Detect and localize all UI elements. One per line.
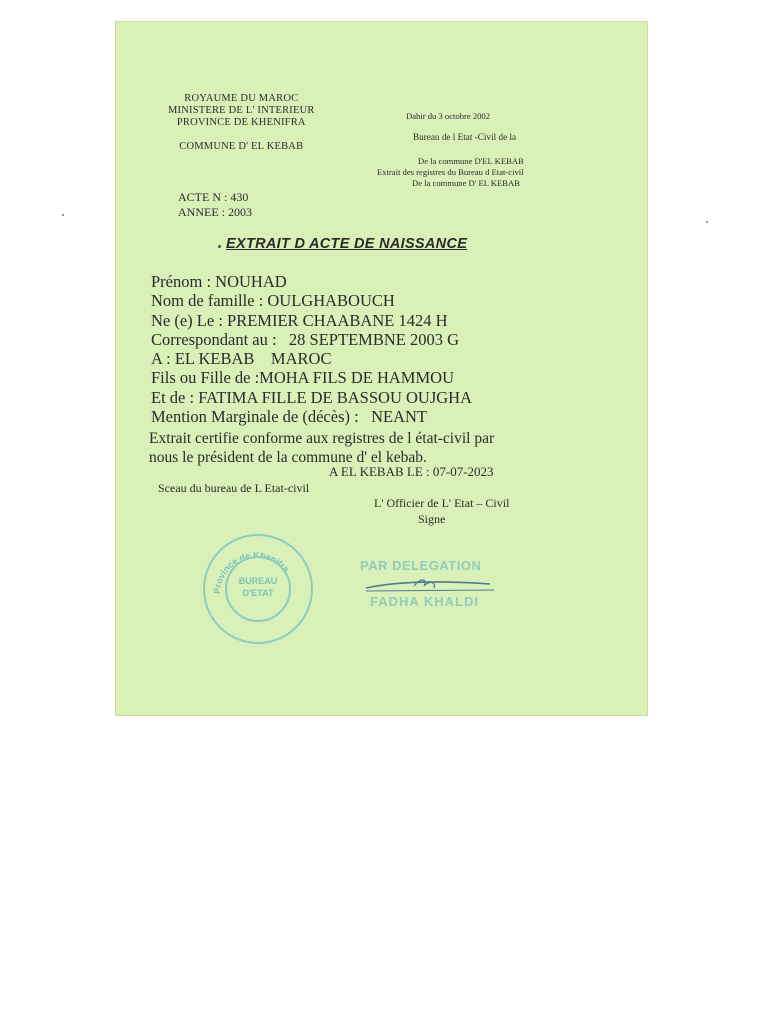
certification-line-1: Extrait certifie conforme aux registres de l état-civil par bbox=[149, 430, 495, 447]
birth-date-hijri-field: Ne (e) Le : PREMIER CHAABANE 1424 H bbox=[151, 310, 448, 330]
stamp-ring-text: Province de Khenifra bbox=[211, 549, 292, 595]
birth-place-field: A : EL KEBAB MAROC bbox=[151, 349, 332, 369]
extrait-registres-line: Extrait des registres du Bureau d Etat-civil bbox=[377, 167, 524, 177]
place-date: A EL KEBAB LE : 07-07-2023 bbox=[329, 464, 494, 479]
prenom-field: Prénom : NOUHAD bbox=[151, 272, 287, 291]
bureau-line: Bureau de l Etat -Civil de la bbox=[413, 132, 517, 142]
certification-text bbox=[149, 429, 494, 467]
mother-field: Et de : FATIMA FILLE DE BASSOU OUJGHA bbox=[151, 387, 472, 407]
stamp-center-line-2: D'ETAT bbox=[242, 588, 274, 598]
seal-label: Sceau du bureau de L Etat-civil bbox=[158, 481, 310, 495]
acte-year: ANNEE : 2003 bbox=[178, 205, 252, 219]
commune-right-line: De la commune D'EL KEBAB bbox=[418, 156, 524, 166]
civil-status-stamp bbox=[203, 534, 313, 644]
marginal-mention-field: Mention Marginale de (décès) : NEANT bbox=[151, 407, 427, 427]
header-left bbox=[168, 93, 315, 153]
birth-details bbox=[151, 272, 472, 426]
stamp-center-line-1: BUREAU bbox=[238, 576, 278, 586]
officer-label: L' Officier de L' Etat – Civil bbox=[374, 496, 510, 510]
kingdom-line: ROYAUME DU MAROC bbox=[184, 93, 299, 104]
signed-label: Signe bbox=[418, 512, 446, 526]
birth-date-gregorian-field: Correspondant au : 28 SEPTEMBNE 2003 G bbox=[151, 329, 459, 349]
commune-right-line-2: De la commune D' EL KEBAB bbox=[412, 178, 520, 188]
commune-line: COMMUNE D' EL KEBAB bbox=[179, 141, 304, 152]
ink-dot bbox=[218, 245, 221, 248]
birth-certificate-document bbox=[115, 21, 648, 716]
delegation-line: PAR DELEGATION bbox=[360, 558, 482, 573]
province-line: PROVINCE DE KHENIFRA bbox=[176, 117, 306, 128]
document-title: EXTRAIT D ACTE DE NAISSANCE bbox=[226, 236, 468, 252]
official-name: FADHA KHALDI bbox=[370, 594, 480, 609]
delegation-signature-stamp bbox=[354, 554, 504, 618]
certification-line-2: nous le président de la commune d' el kebab. bbox=[149, 449, 427, 466]
nom-field: Nom de famille : OULGHABOUCH bbox=[151, 291, 395, 311]
dahir-line: Dahir du 3 octobre 2002 bbox=[406, 111, 491, 121]
acte-block bbox=[178, 190, 252, 220]
acte-number: ACTE N : 430 bbox=[178, 190, 249, 204]
ministry-line: MINISTERE DE L' INTERIEUR bbox=[168, 105, 315, 116]
father-field: Fils ou Fille de :MOHA FILS DE HAMMOU bbox=[151, 368, 454, 388]
